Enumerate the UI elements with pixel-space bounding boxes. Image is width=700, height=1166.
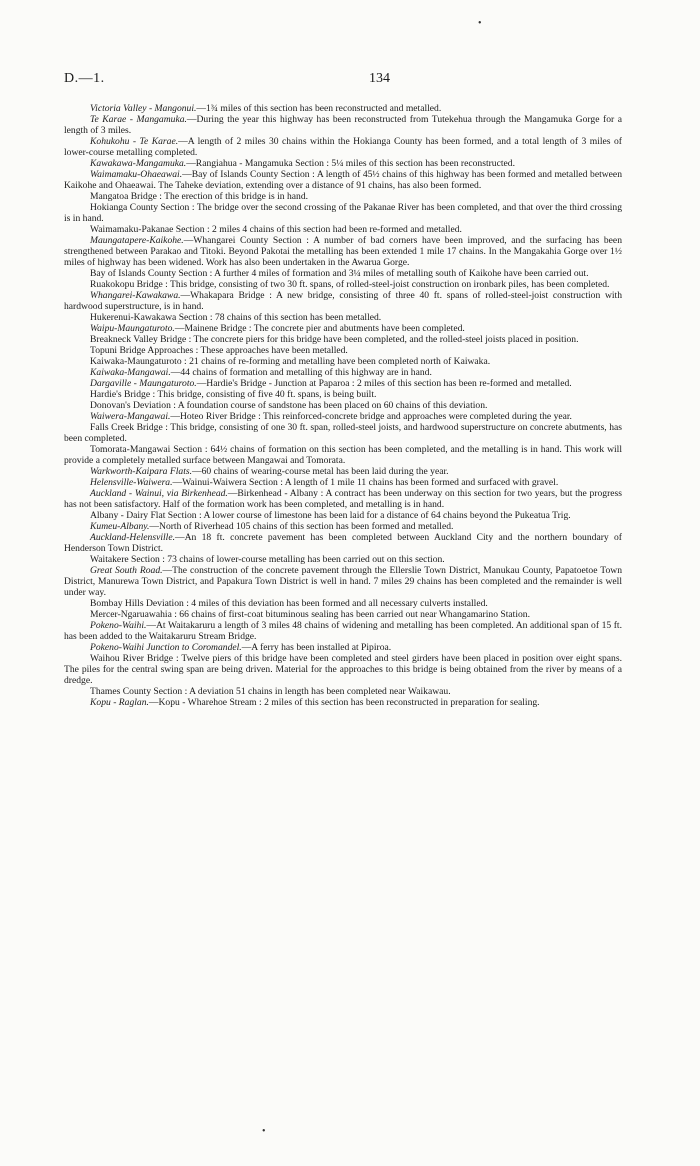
report-paragraph: [64, 378, 622, 389]
section-heading: Kawakawa-Mangamuka.: [90, 158, 187, 169]
section-heading: Auckland-Helensville.: [90, 532, 175, 543]
paragraph-text: —A length of 2 miles 30 chains within the Hokianga County has been formed, and a total length of 3 miles of lower-course metalling completed.: [64, 136, 622, 158]
section-heading: Te Karae - Mangamuka.: [90, 114, 187, 125]
paragraph-text: Waimamaku-Pakanae Section : 2 miles 4 chains of this section had been re-formed and metalled.: [90, 224, 462, 235]
document-reference: D.—1.: [64, 71, 105, 86]
paragraph-text: —Whangarei County Section : A number of bad corners have been improved, and the surfacing has been strengthened between Parakao and Titoki. Beyond Pakotai the metalling has been extended 1 mile 17 chains. In the Mangakahia Gorge over 1½ miles of highway has been widened. Work has also been undertaken in the Awarua Gorge.: [64, 235, 622, 268]
section-heading: Warkworth-Kaipara Flats.: [90, 466, 192, 477]
report-paragraph: [64, 697, 622, 708]
paragraph-text: —North of Riverhead 105 chains of this section has been formed and metalled.: [149, 521, 454, 532]
paragraph-text: Albany - Dairy Flat Section : A lower course of limestone has been laid for a distance of 64 chains beyond the Pukeatua Trig.: [90, 510, 571, 521]
section-heading: Helensville-Waiwera.: [90, 477, 173, 488]
section-heading: Auckland - Wainui, via Birkenhead.: [90, 488, 228, 499]
paragraph-text: —1¾ miles of this section has been reconstructed and metalled.: [196, 103, 442, 114]
paragraph-text: —Birkenhead - Albany : A contract has been underway on this section for two years, but the progress has not been satisfactory. Half of the formation work has been completed, and metalling is in hand.: [64, 488, 622, 510]
paragraph-text: —Rangiahua - Mangamuka Section : 5¼ miles of this section has been reconstructed.: [186, 158, 515, 169]
section-heading: Great South Road.: [90, 565, 163, 576]
paragraph-text: Bombay Hills Deviation : 4 miles of this deviation has been formed and all necessary culverts installed.: [90, 598, 488, 609]
paragraph-text: Waihou River Bridge : Twelve piers of this bridge have been completed and steel girders have been placed in position over eight spans. The piles for the central swing span are being driven. Material for the approaches to this bridge is being obtained from the river by means of a dredge.: [64, 653, 622, 686]
report-paragraph: [64, 444, 622, 466]
section-heading: Victoria Valley - Mangonui.: [90, 103, 197, 114]
report-paragraph: [64, 686, 622, 697]
section-heading: Maungatapere-Kaikohe.: [90, 235, 184, 246]
paragraph-text: Donovan's Deviation : A foundation course of sandstone has been placed on 60 chains of this deviation.: [90, 400, 488, 411]
paragraph-text: —An 18 ft. concrete pavement has been completed between Auckland City and the northern boundary of Henderson Town District.: [64, 532, 622, 554]
paragraph-text: Breakneck Valley Bridge : The concrete piers for this bridge have been completed, and the rolled-steel joists placed in position.: [90, 334, 579, 345]
section-heading: Whangarei-Kawakawa.: [90, 290, 181, 301]
paragraph-text: Hukerenui-Kawakawa Section : 78 chains of this section has been metalled.: [90, 312, 382, 323]
section-heading: Pokeno-Waihi.: [90, 620, 147, 631]
page-number: 134: [369, 71, 390, 86]
paragraph-text: Mangatoa Bridge : The erection of this bridge is in hand.: [90, 191, 309, 202]
report-paragraph: [64, 224, 622, 235]
report-paragraph: [64, 521, 622, 532]
report-paragraph: [64, 235, 622, 268]
report-paragraph: [64, 191, 622, 202]
report-paragraph: [64, 202, 622, 224]
report-paragraph: [64, 642, 622, 653]
report-paragraph: [64, 477, 622, 488]
page-header: [64, 71, 630, 91]
paragraph-text: Topuni Bridge Approaches : These approaches have been metalled.: [90, 345, 348, 356]
paragraph-text: —Mainene Bridge : The concrete pier and abutments have been completed.: [174, 323, 465, 334]
report-paragraph: [64, 323, 622, 334]
report-paragraph: [64, 466, 622, 477]
report-paragraph: [64, 554, 622, 565]
section-heading: Pokeno-Waihi Junction to Coromandel.: [90, 642, 242, 653]
report-paragraph: [64, 422, 622, 444]
report-paragraph: [64, 653, 622, 686]
section-heading: Waimamaku-Ohaeawai.: [90, 169, 183, 180]
report-paragraph: [64, 169, 622, 191]
report-paragraph: [64, 279, 622, 290]
report-paragraph: [64, 609, 622, 620]
section-heading: Waipu-Maungaturoto.: [90, 323, 175, 334]
section-heading: Kohukohu - Te Karae.: [90, 136, 179, 147]
paragraph-text: Bay of Islands County Section : A further 4 miles of formation and 3¼ miles of metalling south of Kaikohe have been carried out.: [90, 268, 589, 279]
paragraph-text: Kaiwaka-Maungaturoto : 21 chains of re-forming and metalling have been completed north of Kaiwaka.: [90, 356, 491, 367]
paragraph-text: Ruakokopu Bridge : This bridge, consisting of two 30 ft. spans, of rolled-steel-joist construction on ironbark piles, has been completed.: [90, 279, 610, 290]
report-paragraph: [64, 488, 622, 510]
section-heading: Dargaville - Maungaturoto.: [90, 378, 197, 389]
report-paragraph: [64, 510, 622, 521]
report-paragraph: [64, 389, 622, 400]
section-heading: Kaiwaka-Mangawai.: [90, 367, 171, 378]
report-paragraph: [64, 268, 622, 279]
paragraph-text: Hardie's Bridge : This bridge, consisting of five 40 ft. spans, is being built.: [90, 389, 377, 400]
section-heading: Waiwera-Mangawai.: [90, 411, 171, 422]
paragraph-text: Tomorata-Mangawai Section : 64½ chains of formation on this section has been completed, and the metalling is in hand. This work will provide a completely metalled surface between Mangawai and Tomorata.: [64, 444, 622, 466]
paragraph-text: —60 chains of wearing-course metal has been laid during the year.: [192, 466, 449, 477]
report-paragraph: [64, 400, 622, 411]
paragraph-text: Falls Creek Bridge : This bridge, consisting of one 30 ft. span, rolled-steel joists, and hardwood superstructure on concrete abutments, has been completed.: [64, 422, 622, 444]
paragraph-text: —The construction of the concrete pavement through the Ellerslie Town District, Manukau County, Papatoetoe Town District, Manurewa Town District, and Papakura Town District is well in hand. 7 miles 29 chains has been completed and the remainder is well under way.: [64, 565, 623, 598]
paragraph-text: —During the year this highway has been reconstructed from Tutekehua through the Mangamuka Gorge for a length of 3 miles.: [64, 114, 623, 136]
report-paragraph: [64, 532, 622, 554]
paragraph-text: —Hoteo River Bridge : This reinforced-concrete bridge and approaches were completed during the year.: [170, 411, 572, 422]
report-paragraph: [64, 356, 622, 367]
scan-speck: •: [262, 1126, 266, 1137]
report-paragraph: [64, 103, 622, 114]
paragraph-text: —Kopu - Wharehoe Stream : 2 miles of this section has been reconstructed in preparation for sealing.: [148, 697, 540, 708]
paragraph-text: Thames County Section : A deviation 51 chains in length has been completed near Waikawau.: [90, 686, 451, 697]
paragraph-text: —44 chains of formation and metalling of this highway are in hand.: [170, 367, 432, 378]
paragraph-text: —Whakapara Bridge : A new bridge, consisting of three 40 ft. spans of rolled-steel-joist construction with hardwood superstructure, is in hand.: [64, 290, 622, 312]
report-paragraph: [64, 312, 622, 323]
report-paragraph: [64, 158, 622, 169]
report-paragraph: [64, 114, 622, 136]
report-paragraph: [64, 620, 622, 642]
report-paragraph: [64, 411, 622, 422]
section-heading: Kopu - Raglan.: [90, 697, 149, 708]
paragraph-text: —At Waitakaruru a length of 3 miles 48 chains of widening and metalling has been completed. An additional span of 15 ft. has been added to the Waitakaruru Stream Bridge.: [64, 620, 622, 642]
paragraph-text: Hokianga County Section : The bridge over the second crossing of the Pakanae River has been completed, and that over the third crossing is in hand.: [64, 202, 622, 224]
paragraph-text: —Hardie's Bridge - Junction at Paparoa : 2 miles of this section has been re-formed and metalled.: [196, 378, 572, 389]
paragraph-text: —Bay of Islands County Section : A length of 45½ chains of this highway has been formed and metalled between Kaikohe and Ohaeawai. The Taheke deviation, extending over a distance of 91 chains, has also been formed.: [64, 169, 622, 191]
paragraph-text: —Wainui-Waiwera Section : A length of 1 mile 11 chains has been formed and surfaced with gravel.: [172, 477, 559, 488]
report-body: [64, 103, 622, 708]
paragraph-text: —A ferry has been installed at Pipiroa.: [241, 642, 392, 653]
report-paragraph: [64, 334, 622, 345]
report-paragraph: [64, 345, 622, 356]
paragraph-text: Mercer-Ngaruawahia : 66 chains of first-coat bituminous sealing has been carried out near Whangamarino Station.: [90, 609, 530, 620]
report-paragraph: [64, 565, 622, 598]
section-heading: Kumeu-Albany.: [90, 521, 150, 532]
report-paragraph: [64, 136, 622, 158]
paragraph-text: Waitakere Section : 73 chains of lower-course metalling has been carried out on this section.: [90, 554, 445, 565]
report-paragraph: [64, 367, 622, 378]
report-paragraph: [64, 290, 622, 312]
report-paragraph: [64, 598, 622, 609]
scan-speck: •: [478, 18, 482, 29]
